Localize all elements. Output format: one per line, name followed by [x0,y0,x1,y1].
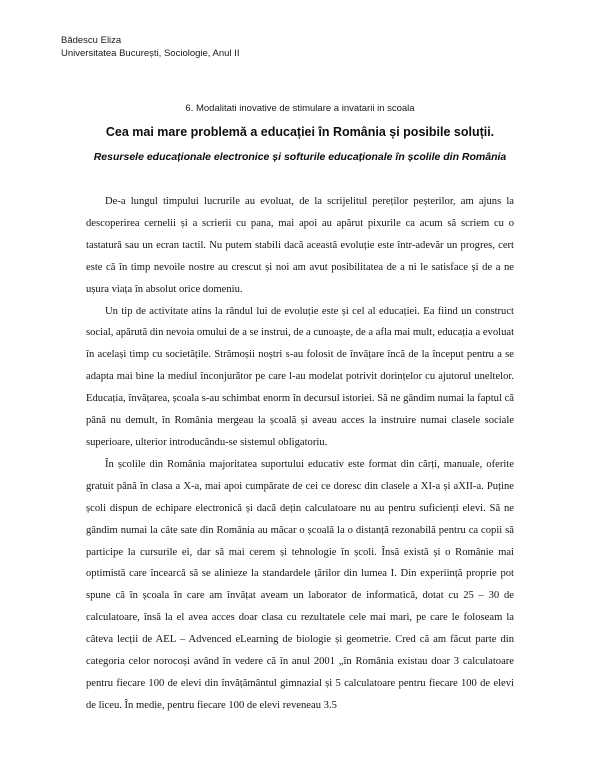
author-name: Bădescu Eliza [61,35,122,46]
author-block [61,34,239,60]
author-affiliation: Universitatea București, Sociologie, Anul II [61,48,240,59]
paragraph: Un tip de activitate atins la rândul lui de evoluție este și cel al educației. Ea fiind un construct social, apărută din nevoia omului de a se instrui, de a cunoaște, de a afla mai mult, educația a evoluat în același timp cu societățile. Strămoșii noștri s-au folosit de învățare încă de la început pentru a se adapta mai bine la mediul înconjurător pe care l-au modelat potrivit dorințelor cu ajutorul uneltelor. Educația, învățarea, școala s-au schimbat enorm în decursul istoriei. Să ne gândim numai la faptul că până nu demult, în România mergeau la școală și aveau acces la instruire numai clasele sociale superioare, ulterior introducându-se sistemul obligatoriu. [86,305,515,448]
section-heading: 6. Modalitati inovative de stimulare a invatarii in scoala [185,103,415,114]
document-subtitle: Resursele educaționale electronice și softurile educaționale în școlile din România [93,151,507,163]
body-text [86,191,514,717]
document-title: Cea mai mare problemă a educației în România și posibile soluții. [105,125,495,139]
paragraph: De-a lungul timpului lucrurile au evoluat, de la scrijelitul pereților peșterilor, am ajuns la descoperirea cernelii și a scrierii cu pana, mai apoi au apărut pixurile ca acum să scriem cu o tastatură sau un ecran tactil. Nu putem stabili dacă această evoluție este într-adevăr un progres, cert este că în timp nevoile nostre au crescut și noi am avut posibilitatea de a ni le satisface și de a ne ușura viața în absolut orice domeniu. [86,196,514,295]
paragraph: În școlile din România majoritatea suportului educativ este format din cărți, manuale, oferite gratuit până în clasa a X-a, mai apoi cumpărate de cei ce doresc din clasele a XI-a și aXII-a. Puține școli dispun de echipare electronică și dacă dețin calculatoare nu au pentru suficienți elevi. Să ne gândim numai la câte sate din România au măcar o școală la o distanță rezonabilă pentru ca copii să participe la cursurile ei, dar să mai cerem și tehnologie în școli. Însă există și o Românie mai optimistă care încearcă să se alinieze la standardele țărilor din lumea I. Din experiință proprie pot spune că în școala în care am învățat aveam un laborator de informatică, dotat cu 25 – 30 de calculatoare, însă la el avea acces doar clasa cu rezultatele cele mai mari, pe care le foloseam la câteva lecții de AEL – Advenced eLearning de biologie și geometrie. Cred că am făcut parte din categoria celor norocoși având în vedere că în anul 2001 „în România existau doar 3 calculatoare pentru fiecare 100 de elevi din învățământul gimnazial și 5 calculatoare pentru fiecare 100 de elevi de liceu. În medie, pentru fiecare 100 de elevi reveneau 3.5 [86,458,514,711]
